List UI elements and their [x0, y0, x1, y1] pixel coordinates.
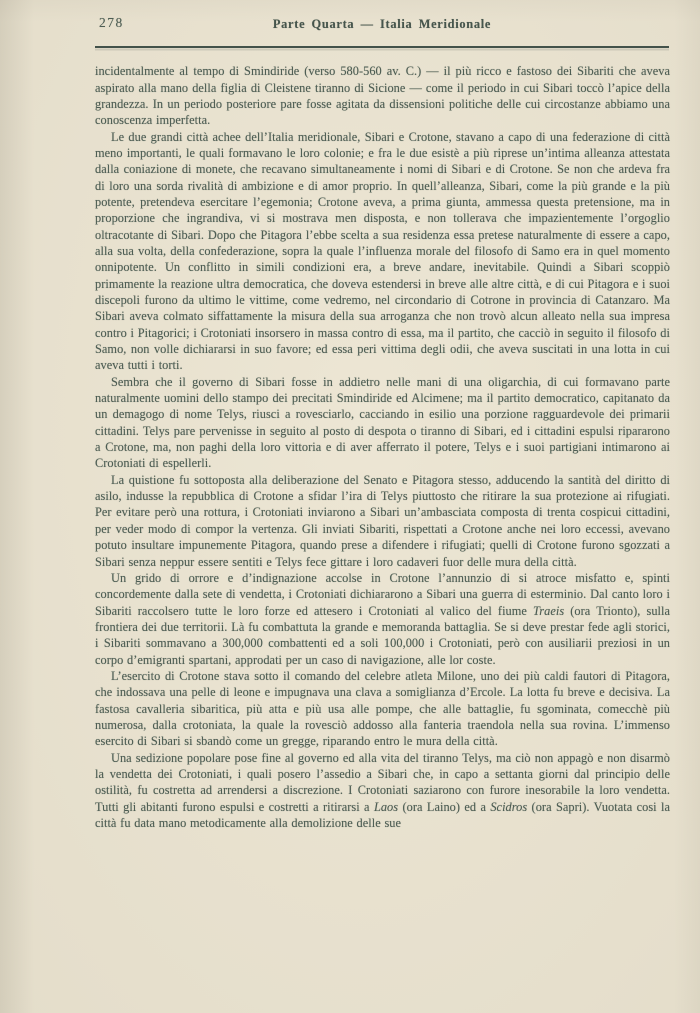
paragraph: [95, 472, 670, 570]
text-run: La quistione fu sottoposta alla deliberazione del Senato e Pitagora stesso, adducendo la santità del diritto di asilo, indusse la repubblica di Crotone a sfidar l’ira di Telys piuttosto che ritirare la sua protezione ai rifugiati. Per evitare però una rottura, i Crotoniati inviarono a Sibari un’ambasciata composta di trenta cospicui cittadini, per veder modo di compor la vertenza. Gli inviati Sibariti, rispettati a Crotone anche nei loro eccessi, avevano potuto insultare impunemente Pitagora, quando prese a difendere i rifugiati; quelli di Crotone furono sgozzati a Sibari senza neppur essere sentiti e Telys fece gittare i loro cadaveri fuor delle mura della città.: [95, 472, 670, 569]
text-run: Una sedizione popolare pose fine al governo ed alla vita del tiranno Telys, ma ciò non appagò e non disarmò la vendetta dei Crotoniati, i quali posero l’assedio a Sibari che, in capo a settanta giorni dal principio delle ostilità, fu costretta ad arrendersi a discrezione. I Crotoniati saziarono con furore inesorabile la loro vendetta. Tutti gli abitanti furono espulsi e costretti a ritirarsi a: [95, 750, 670, 814]
paragraph: [95, 570, 670, 668]
paragraph: [95, 668, 670, 750]
italic-text: Scidros: [490, 799, 528, 814]
text-run: Le due grandi città achee dell’Italia meridionale, Sibari e Crotone, stavano a capo di una federazione di città meno importanti, le quali formavano le loro colonie; e fra le due esistè a più riprese un’intima alleanza attestata dalla coniazione di monete, che recavano simultaneamente i nomi di Sibari e di Crotone. Se non che ardeva fra di loro una sorda rivalità di ambizione e di amor proprio. In quell’alleanza, Sibari, come la più grande e la più potente, pretendeva esercitare l’egemonia; Crotone aveva, a prima giunta, ammessa questa pretensione, ma in proporzione che ingrandiva, vi si mostrava men disposta, e non tollerava che impazientemente l’orgoglio oltracotante di Sibari. Dopo che Pitagora l’ebbe scelta a sua residenza essa pretese naturalmente di essere a capo, alla sua volta, della confederazione, sopra la quale l’influenza morale del filosofo di Samo era in quel momento onnipotente. Un conflitto in simili condizioni era, a breve andare, inevitabile. Quindi a Sibari scoppiò primamente la reazione ultra democratica, che doveva estendersi in breve alle altre città, e di cui Pitagora e i suoi discepoli furono da ultimo le vittime, come vedremo, nel circondario di Cotrone in provincia di Catanzaro. Ma Sibari aveva colmato siffattamente la misura della sua arroganza che non trovò alcun alleato nella sua impresa contro i Pitagorici; i Crotoniati insorsero in massa contro di essa, ma il partito, che cacciò in seguito il filosofo di Samo, non volle dichiararsi in suo favore; ed essa peri vittima degli odii, che aveva suscitati in una lotta in cui aveva tutti i torti.: [95, 129, 670, 373]
paragraph: [95, 750, 670, 832]
text-run: Un grido di orrore e d’indignazione accolse in Crotone l’annunzio di si atroce misfatto e, spinti concordemente dalla sete di vendetta, i Crotoniati dichiararono a Sibari una guerra di esterminio. Dal canto loro i Sibariti raccolsero tutte le loro forze ed attesero i Crotoniati al valico del fiume: [95, 570, 670, 618]
paragraph: [95, 129, 670, 374]
paragraph: [95, 63, 670, 128]
paragraph: [95, 374, 670, 472]
body-text: [95, 63, 670, 831]
italic-text: Laos: [373, 799, 399, 814]
text-run: (ora Sapri). Vuotata cosi la città fu data mano metodicamente alla demolizione delle sue: [95, 799, 670, 830]
text-run: (ora Trionto), sulla frontiera dei due territorii. Là fu combattuta la grande e memoranda battaglia. Se si deve prestar fede agli storici, i Sibariti sommavano a 300,000 combattenti ed a soli 100,000 i Crotoniati, però con ausiliarii preziosi in un corpo d’emigranti spartani, approdati per un caso di navigazione, alle lor coste.: [95, 603, 670, 667]
text-run: Sembra che il governo di Sibari fosse in addietro nelle mani di una oligarchia, di cui formavano parte naturalmente uomini dello stampo dei precitati Smindiride ed Alcimene; ma il partito democratico, capitanato da un demagogo di nome Telys, riusci a rovesciarlo, cacciando in esilio una porzione ragguardevole dei primarii cittadini. Telys pare pervenisse in seguito al posto di despota o tiranno di Sibari, ed i cittadini espulsi ripararono a Crotone, ma, non paghi della loro vittoria e di aver afferrato il potere, Telys e i suoi partigiani intimarono ai Crotoniati di espellerli.: [95, 374, 670, 471]
italic-text: Traeis: [533, 603, 565, 618]
running-title: Parte Quarta — Italia Meridionale: [272, 17, 492, 31]
text-run: L’esercito di Crotone stava sotto il comando del celebre atleta Milone, uno dei più caldi fautori di Pitagora, che indossava una pelle di leone e impugnava una clava a somiglianza d’Ercole. La lotta fu breve e decisiva. La fastosa cavalleria sibaritica, più atta e più usa alle pompe, che alle battaglie, fu sgominata, comecchè più numerosa, dalla crotoniata, la quale la rovesciò addosso alla fanteria traendola nella sua rovina. L’immenso esercito di Sibari si sbandò come un gregge, riparando entro le mura della città.: [95, 668, 670, 749]
page-header: [0, 0, 700, 37]
page-number: 278: [99, 15, 124, 30]
text-run: incidentalmente al tempo di Smindiride (verso 580-560 av. C.) — il più ricco e fastoso dei Sibariti che aveva aspirato alla mano della figlia di Cleistene tiranno di Sicione — come il periodo in cui Sibari toccò l’apice della grandezza. In un periodo posteriore pare fosse agitata da dissensioni politiche delle cui circostanze abbiamo una conoscenza imperfetta.: [95, 64, 670, 128]
header-rule: [95, 46, 669, 48]
text-run: (ora Laino) ed a: [398, 799, 491, 814]
